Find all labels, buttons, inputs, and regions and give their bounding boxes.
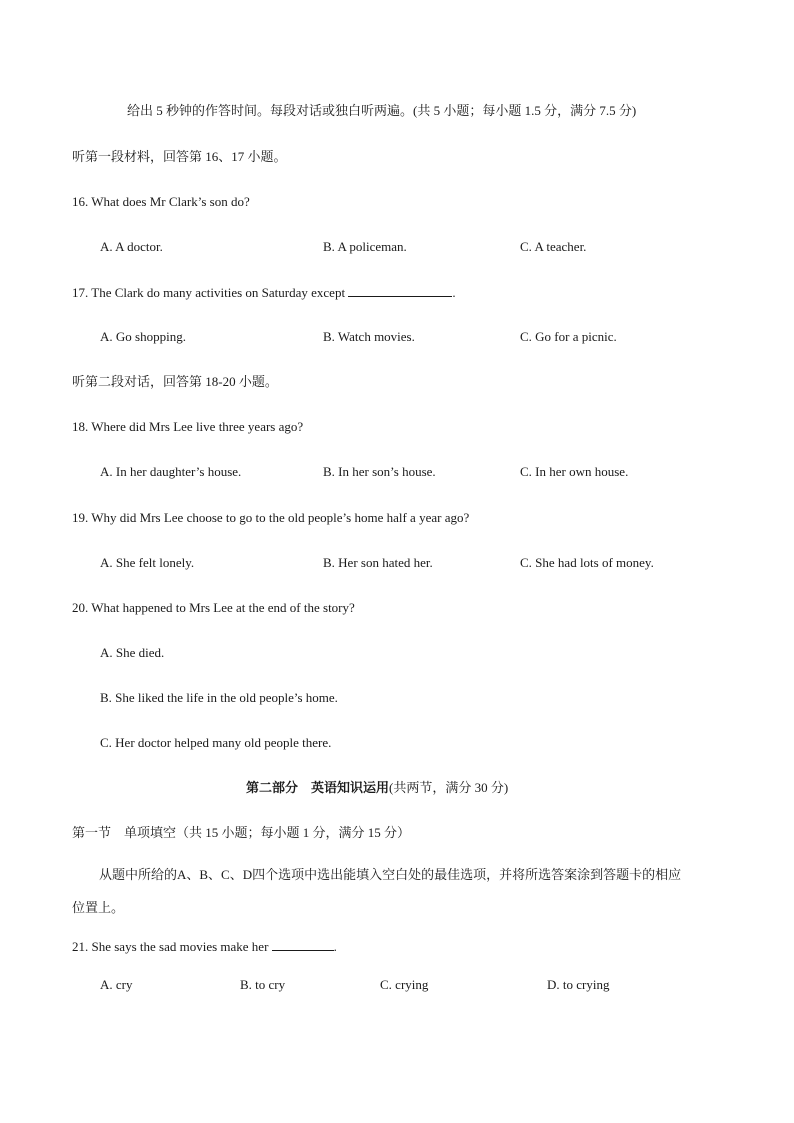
instruction-line-1: 从题中所给的A、B、C、D四个选项中选出能填入空白处的最佳选项，并将所选答案涂到答题卡的相应 [99,867,682,882]
question-21-text: 21. She says the sad movies make her [72,939,269,954]
answer-blank [348,283,452,297]
part-2-title-main: 第二部分 英语知识运用 [246,780,390,795]
question-21-period: . [333,939,337,954]
answer-blank [272,937,334,951]
question-21-option-c: C. crying [380,977,429,992]
question-16-option-c: C. A teacher. [520,239,587,254]
question-21-option-b: B. to cry [240,977,286,992]
question-16-stem: 16. What does Mr Clark’s son do? [72,194,250,209]
question-17-option-c: C. Go for a picnic. [520,329,617,344]
question-17-option-b: B. Watch movies. [323,329,415,344]
question-20-stem: 20. What happened to Mrs Lee at the end of the story? [72,600,355,615]
question-17-option-a: A. Go shopping. [100,329,186,344]
question-17-period: . [452,285,456,300]
question-20-option-b: B. She liked the life in the old people’s home. [100,690,338,705]
question-21-stem [72,937,337,956]
question-19-option-c: C. She had lots of money. [520,555,654,570]
part-2-title-scoring: (共两节，满分 30 分) [389,780,509,795]
question-18-option-b: B. In her son’s house. [323,464,436,479]
section-header-passage-1: 听第一段材料，回答第 16、17 小题。 [72,149,287,164]
question-20-option-a: A. She died. [100,645,165,660]
question-19-stem: 19. Why did Mrs Lee choose to go to the old people’s home half a year ago? [72,510,470,525]
question-19-option-a: A. She felt lonely. [100,555,195,570]
question-21-option-d: D. to crying [547,977,610,992]
question-20-option-c: C. Her doctor helped many old people there. [100,735,332,750]
section-header-passage-2: 听第二段对话，回答第 18-20 小题。 [72,374,278,389]
question-16-option-b: B. A policeman. [323,239,407,254]
question-18-stem: 18. Where did Mrs Lee live three years ago? [72,419,304,434]
section-one-header: 第一节 单项填空（共 15 小题；每小题 1 分，满分 15 分） [72,825,411,840]
question-18-option-a: A. In her daughter’s house. [100,464,242,479]
question-19-option-b: B. Her son hated her. [323,555,433,570]
instruction-line-2: 位置上。 [72,900,125,915]
question-17-stem [72,283,456,302]
part-2-title [246,779,508,797]
question-17-text: 17. The Clark do many activities on Saturday except [72,285,346,300]
question-16-option-a: A. A doctor. [100,239,163,254]
question-21-option-a: A. cry [100,977,133,992]
listening-instructions: 给出 5 秒钟的作答时间。每段对话或独白听两遍。(共 5 小题；每小题 1.5 分，满分 7.5 分) [127,103,637,118]
question-18-option-c: C. In her own house. [520,464,629,479]
